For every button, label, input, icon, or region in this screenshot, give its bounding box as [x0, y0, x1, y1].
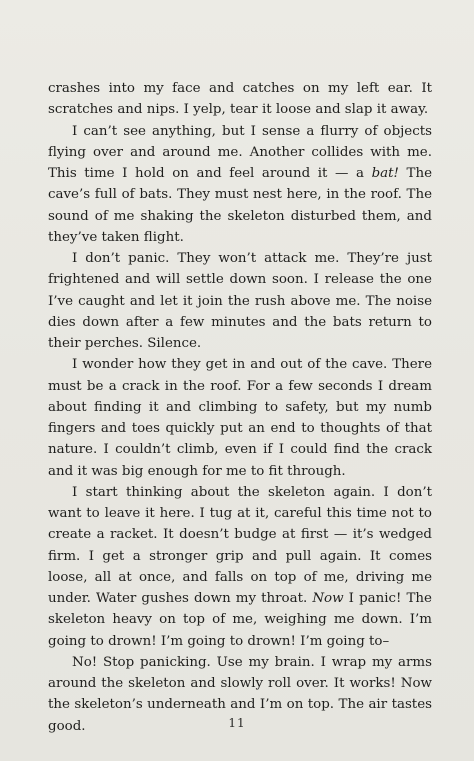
- text-segment: I panic! The skeleton heavy on top of me, weighing me down. I’m going to drown! I’m going to drown! I’m going to–: [48, 591, 432, 649]
- text-segment: I can’t see anything, but I sense a flurry of objects flying over and around me. Another collides with me. This time I hold on and feel around it — a: [48, 123, 432, 181]
- text-segment: I wonder how they get in and out of the cave. There must be a crack in the roof. For a few seconds I dream about finding it and climbing to safety, but my numb fingers and toes quickly put an end to thoughts of that nature. I couldn’t climb, even if I could find the crack and it was big enough for me to fit through.: [48, 357, 432, 479]
- paragraph: [48, 78, 432, 121]
- body-text: [48, 78, 432, 737]
- paragraph: [48, 354, 432, 482]
- italic-text: Now: [312, 591, 344, 606]
- page-number: 11: [228, 716, 246, 730]
- text-segment: I start thinking about the skeleton again. I don’t want to leave it here. I tug at it, careful this time not to create a racket. It doesn’t budge at first — it’s wedged firm. I get a stronger grip and pull again. It comes loose, all at once, and falls on top of me, driving me under. Water gushes down my throat.: [48, 484, 432, 606]
- paragraph: [48, 121, 432, 249]
- text-segment: The cave’s full of bats. They must nest here, in the roof. The sound of me shaking the skeleton disturbed them, and they’ve taken flight.: [48, 166, 432, 245]
- text-segment: I don’t panic. They won’t attack me. They’re just frightened and will settle down soon. I release the one I’ve caught and let it join the rush above me. The noise dies down after a few minutes and the bats return to their perches. Silence.: [48, 251, 432, 351]
- paragraph: [48, 482, 432, 652]
- paragraph: [48, 248, 432, 354]
- text-segment: No! Stop panicking. Use my brain. I wrap my arms around the skeleton and slowly roll over. It works! Now the skeleton’s underneath and I’m on top. The air tastes good.: [48, 654, 432, 734]
- text-segment: crashes into my face and catches on my left ear. It scratches and nips. I yelp, tear it loose and slap it away.: [48, 81, 432, 118]
- italic-text: bat!: [371, 166, 399, 181]
